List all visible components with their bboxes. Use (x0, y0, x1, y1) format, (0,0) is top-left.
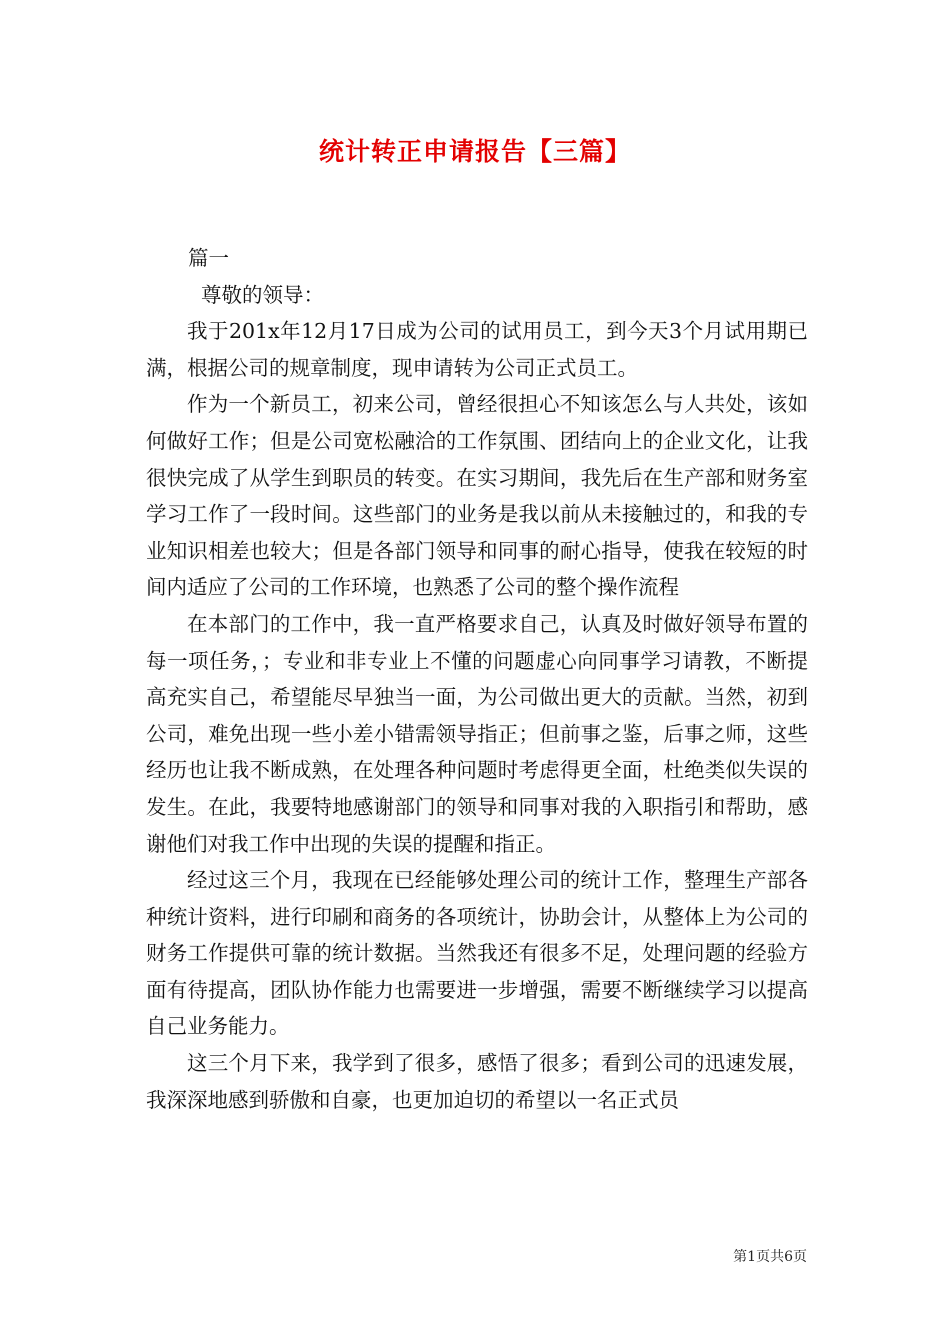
paragraph-2: 作为一个新员工，初来公司，曾经很担心不知该怎么与人共处，该如何做好工作；但是公司宽松融洽的工作氛围、团结向上的企业文化，让我很快完成了从学生到职员的转变。在实习期间，我先后在生产部和财务室学习工作了一段时间。这些部门的业务是我以前从未接触过的，和我的专业知识相差也较大；但是各部门领导和同事的耐心指导，使我在较短的时间内适应了公司的工作环境，也熟悉了公司的整个操作流程 (146, 392, 808, 600)
salutation: 尊敬的领导： (201, 282, 324, 307)
document-body (146, 240, 808, 1118)
page-number-footer: 第1页共6页 (733, 1249, 807, 1265)
document-title: 统计转正申请报告【三篇】 (318, 137, 631, 166)
section-heading: 篇一 (188, 246, 229, 270)
paragraph-3: 在本部门的工作中，我一直严格要求自己，认真及时做好领导布置的每一项任务，；专业和非专业上不懂的问题虚心向同事学习请教，不断提高充实自己，希望能尽早独当一面，为公司做出更大的贡献。当然，初到公司，难免出现一些小差小错需领导指正；但前事之鉴，后事之师，这些经历也让我不断成熟，在处理各种问题时考虑得更全面，杜绝类似失误的发生。在此，我要特地感谢部门的领导和同事对我的入职指引和帮助，感谢他们对我工作中出现的失误的提醒和指正。 (146, 611, 808, 856)
paragraph-4: 经过这三个月，我现在已经能够处理公司的统计工作，整理生产部各种统计资料，进行印刷和商务的各项统计，协助会计，从整体上为公司的财务工作提供可靠的统计数据。当然我还有很多不足，处理问题的经验方面有待提高，团队协作能力也需要进一步增强，需要不断继续学习以提高自己业务能力。 (146, 868, 808, 1039)
paragraph-1: 我于201x年12月17日成为公司的试用员工，到今天3个月试用期已满，根据公司的规章制度，现申请转为公司正式员工。 (146, 319, 808, 380)
paragraph-5: 这三个月下来，我学到了很多，感悟了很多；看到公司的迅速发展，我深深地感到骄傲和自豪，也更加迫切的希望以一名正式员 (146, 1051, 808, 1112)
